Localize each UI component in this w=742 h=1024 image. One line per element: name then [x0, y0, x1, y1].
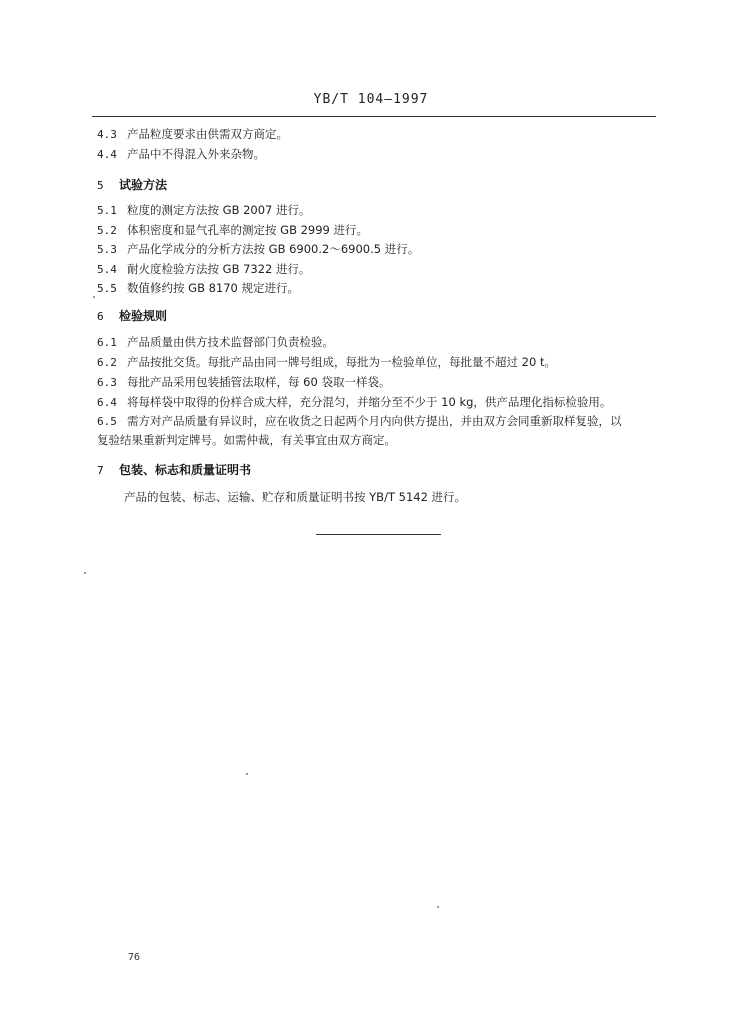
clause-6-4: [97, 394, 611, 411]
clause-text: 数值修约按 GB 8170 规定进行。: [127, 281, 300, 295]
clause-text: 粒度的测定方法按 GB 2007 进行。: [127, 203, 311, 217]
section-7-paragraph: 产品的包装、标志、运输、贮存和质量证明书按 YB/T 5142 进行。: [124, 490, 467, 504]
clause-text: 需方对产品质量有异议时，应在收货之日起两个月内向供方提出，并由双方会同重新取样复验，以: [127, 414, 622, 428]
clause-5-4: [97, 261, 311, 278]
clause-text: 产品中不得混入外来杂物。: [127, 147, 265, 161]
scan-speck: [437, 906, 439, 908]
clause-5-2: [97, 222, 368, 239]
clause-6-5-continuation: 复验结果重新判定牌号。如需仲裁，有关事宜由双方商定。: [97, 433, 396, 447]
clause-number: 4.4: [97, 148, 117, 161]
clause-number: 5.2: [97, 224, 117, 237]
end-of-text-rule: [316, 534, 441, 535]
clause-5-3: [97, 241, 419, 258]
scan-speck: [93, 296, 95, 298]
header-rule: [92, 116, 656, 117]
clause-5-5: [97, 280, 299, 297]
clause-number: 6.2: [97, 356, 117, 369]
section-title: 试验方法: [119, 178, 168, 192]
clause-number: 6.1: [97, 336, 117, 349]
clause-text: 产品化学成分的分析方法按 GB 6900.2～6900.5 进行。: [127, 242, 420, 256]
clause-text: 产品按批交货。每批产品由同一牌号组成，每批为一检验单位，每批量不超过 20 t。: [127, 355, 556, 369]
clause-text: 产品粒度要求由供需双方商定。: [127, 127, 288, 141]
section-number: 7: [97, 464, 104, 477]
scan-speck: [84, 572, 86, 574]
clause-6-3: [97, 374, 390, 391]
clause-number: 6.4: [97, 396, 117, 409]
section-number: 6: [97, 310, 104, 323]
clause-6-1: [97, 334, 334, 351]
clause-number: 6.3: [97, 376, 117, 389]
section-5-heading: [97, 176, 167, 193]
clause-number: 5.5: [97, 282, 117, 295]
clause-text: 耐火度检验方法按 GB 7322 进行。: [127, 262, 311, 276]
section-6-heading: [97, 307, 167, 324]
clause-number: 5.1: [97, 204, 117, 217]
clause-4-4: [97, 146, 265, 163]
clause-text: 每批产品采用包装插管法取样，每 60 袋取一样袋。: [127, 375, 391, 389]
clause-number: 5.4: [97, 263, 117, 276]
scan-speck: [246, 773, 248, 775]
section-title: 包装、标志和质量证明书: [119, 463, 252, 477]
section-title: 检验规则: [119, 309, 168, 323]
clause-text: 体积密度和显气孔率的测定按 GB 2999 进行。: [127, 223, 369, 237]
page-number: 76: [128, 952, 141, 963]
clause-6-5: [97, 413, 622, 430]
clause-4-3: [97, 126, 288, 143]
clause-6-2: [97, 354, 556, 371]
clause-5-1: [97, 202, 311, 219]
clause-number: 6.5: [97, 415, 117, 428]
clause-number: 4.3: [97, 128, 117, 141]
clause-text: 将每样袋中取得的份样合成大样，充分混匀，并缩分至不少于 10 kg，供产品理化指标检验用。: [127, 395, 612, 409]
section-number: 5: [97, 179, 104, 192]
section-7-heading: [97, 461, 251, 478]
standard-code-header: YB/T 104—1997: [313, 92, 429, 107]
clause-number: 5.3: [97, 243, 117, 256]
clause-text: 产品质量由供方技术监督部门负责检验。: [127, 335, 334, 349]
